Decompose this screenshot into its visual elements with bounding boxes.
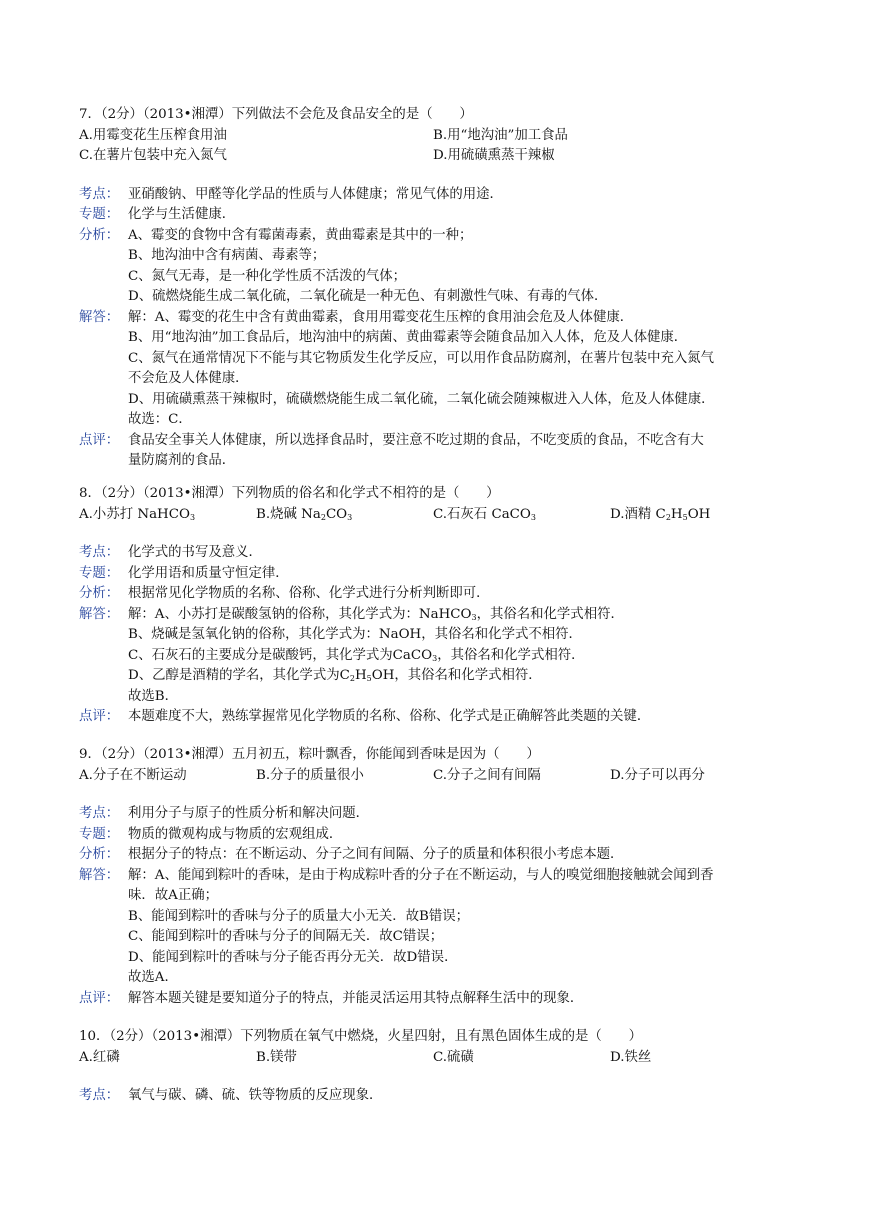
- section-line: C、氮气无毒，是一种化学性质不活泼的气体；: [128, 268, 407, 284]
- option-text: A.红磷: [79, 1049, 120, 1065]
- section-label: 点评：: [79, 709, 120, 724]
- section-line: 故选：C．: [128, 412, 192, 427]
- section-label: 考点：: [79, 1088, 120, 1103]
- option-text: A.用霉变花生压榨食用油: [79, 127, 227, 143]
- option-text: D.酒精 $C_2H_5OH$: [610, 506, 711, 522]
- section-line: 亚硝酸钠、甲醛等化学品的性质与人体健康；常见气体的用途．: [128, 186, 503, 202]
- section-label: 专题：: [79, 565, 120, 581]
- section-label: 专题：: [79, 826, 120, 842]
- section-label: 考点：: [79, 545, 120, 560]
- analysis-section: [79, 989, 809, 1010]
- section-line: 化学用语和质量守恒定律．: [128, 565, 289, 581]
- section-body: [128, 584, 809, 605]
- section-label: 点评：: [79, 432, 120, 448]
- section-label: 解答：: [79, 867, 120, 883]
- option-text: B.镁带: [256, 1049, 297, 1065]
- section-body: [128, 845, 809, 866]
- question-block: [79, 1027, 809, 1107]
- section-label: 解答：: [79, 606, 120, 622]
- section-label: 专题：: [79, 207, 120, 222]
- section-line: 故选A．: [128, 970, 178, 985]
- section-line: 物质的微观构成与物质的宏观组成．: [128, 826, 343, 842]
- analysis-section: [79, 185, 809, 206]
- section-line: 食品安全事关人体健康，所以选择食品时，要注意不吃过期的食品，不吃变质的食品，不吃含有大: [128, 432, 704, 448]
- section-line: 故选B．: [128, 688, 179, 704]
- analysis-section: [79, 226, 809, 308]
- section-line: B、能闻到粽叶的香味与分子的质量大小无关．故B错误；: [128, 908, 470, 924]
- section-line: 利用分子与原子的性质分析和解决问题．: [128, 806, 370, 821]
- option-text: D.用硫磺熏蒸干辣椒: [433, 148, 555, 163]
- option-text: C.在薯片包装中充入氮气: [79, 148, 227, 163]
- section-line: C、石灰石的主要成分是碳酸钙，其化学式为CaCO$_3$，其俗名和化学式相符．: [128, 647, 585, 663]
- section-body: [128, 804, 809, 825]
- option-text: C.分子之间有间隔: [433, 767, 541, 783]
- section-body: [128, 185, 809, 206]
- section-line: B、烧碱是氢氧化钠的俗称，其化学式为：NaOH，其俗名和化学式不相符．: [128, 627, 582, 642]
- section-label: 分析：: [79, 586, 120, 601]
- question-stem: 9．（2分）（2013•湘潭）五月初五，粽叶飘香，你能闻到香味是因为（ ）: [79, 747, 540, 762]
- section-body: [128, 605, 809, 708]
- section-body: [128, 825, 809, 846]
- section-line: 化学与生活健康．: [128, 207, 236, 222]
- section-line: 解答本题关键是要知道分子的特点，并能灵活运用其特点解释生活中的现象．: [128, 990, 584, 1006]
- section-body: [128, 1086, 809, 1107]
- question-stem: 8．（2分）（2013•湘潭）下列物质的俗名和化学式不相符的是（ ）: [79, 486, 500, 501]
- option-text: A.小苏打 NaHCO$_3$: [79, 506, 196, 522]
- section-body: [128, 707, 809, 728]
- option-text: D.分子可以再分: [610, 767, 705, 783]
- option-text: C.石灰石 CaCO$_3$: [433, 506, 536, 522]
- section-label: 分析：: [79, 847, 120, 862]
- section-line: D、能闻到粽叶的香味与分子能否再分无关．故D错误．: [128, 949, 458, 965]
- section-line: D、硫燃烧能生成二氧化硫，二氧化硫是一种无色、有刺激性气味、有毒的气体．: [128, 289, 608, 304]
- section-line: A、霉变的食物中含有霉菌毒素，黄曲霉素是其中的一种；: [128, 227, 473, 243]
- section-label: 分析：: [79, 227, 120, 243]
- analysis-section: [79, 308, 809, 431]
- analysis-section: [79, 707, 809, 728]
- section-label: 点评：: [79, 990, 120, 1006]
- options-row: [79, 1048, 809, 1069]
- section-line: 不会危及人体健康．: [128, 371, 249, 386]
- section-body: [128, 205, 809, 226]
- analysis-section: [79, 804, 809, 825]
- option-text: B.用“地沟油”加工食品: [433, 127, 568, 143]
- analysis-section: [79, 205, 809, 226]
- section-line: 解：A、霉变的花生中含有黄曲霉素，食用用霉变花生压榨的食用油会危及人体健康．: [128, 309, 634, 325]
- section-line: 本题难度不大，熟练掌握常见化学物质的名称、俗称、化学式是正确解答此类题的关键．: [128, 709, 651, 724]
- section-line: 根据分子的特点：在不断运动、分子之间有间隔、分子的质量和体积很小考虑本题．: [128, 847, 624, 862]
- analysis-section: [79, 543, 809, 564]
- section-line: 量防腐剂的食品．: [128, 453, 236, 468]
- question-block: [79, 484, 809, 728]
- analysis-section: [79, 564, 809, 585]
- section-line: C、氮气在通常情况下不能与其它物质发生化学反应，可以用作食品防腐剂，在薯片包装中充入氮气: [128, 350, 715, 366]
- options-row: [79, 146, 809, 167]
- section-body: [128, 564, 809, 585]
- section-line: 解：A、小苏打是碳酸氢钠的俗称，其化学式为：NaHCO$_3$，其俗名和化学式相符．: [128, 606, 624, 622]
- section-body: [128, 226, 809, 308]
- section-label: 解答：: [79, 309, 120, 325]
- section-line: B、地沟油中含有病菌、毒素等；: [128, 248, 326, 263]
- section-body: [128, 431, 809, 472]
- option-text: A.分子在不断运动: [79, 767, 187, 783]
- question-block: [79, 105, 809, 472]
- analysis-section: [79, 845, 809, 866]
- section-body: [128, 543, 809, 564]
- section-body: [128, 989, 809, 1010]
- options-row: [79, 766, 809, 787]
- question-block: [79, 745, 809, 1009]
- analysis-section: [79, 605, 809, 708]
- option-text: B.分子的质量很小: [256, 767, 364, 783]
- section-line: D、乙醇是酒精的学名，其化学式为$C_2H_5OH$，其俗名和化学式相符．: [128, 668, 542, 683]
- analysis-section: [79, 825, 809, 846]
- question-stem: 7．（2分）（2013•湘潭）下列做法不会危及食品安全的是（ ）: [79, 107, 473, 122]
- option-text: B.烧碱 $Na_2CO_3$: [256, 506, 353, 522]
- section-label: 考点：: [79, 186, 120, 202]
- options-row: [79, 126, 809, 147]
- section-label: 考点：: [79, 806, 120, 821]
- section-line: C、能闻到粽叶的香味与分子的间隔无关．故C错误；: [128, 929, 444, 944]
- section-body: [128, 308, 809, 431]
- analysis-section: [79, 584, 809, 605]
- analysis-section: [79, 431, 809, 472]
- section-line: 根据常见化学物质的名称、俗称、化学式进行分析判断即可．: [128, 586, 490, 601]
- section-line: 解：A、能闻到粽叶的香味，是由于构成粽叶香的分子在不断运动，与人的嗅觉细胞接触就会闻到香: [128, 867, 714, 883]
- analysis-section: [79, 1086, 809, 1107]
- section-body: [128, 866, 809, 989]
- section-line: 氧气与碳、磷、硫、铁等物质的反应现象．: [128, 1088, 383, 1103]
- question-stem: 10．（2分）（2013•湘潭）下列物质在氧气中燃烧，火星四射，且有黑色固体生成的是（ ）: [79, 1029, 642, 1044]
- section-line: B、用“地沟油”加工食品后，地沟油中的病菌、黄曲霉素等会随食品加入人体，危及人体健康．: [128, 330, 688, 345]
- section-line: D、用硫磺熏蒸干辣椒时，硫磺燃烧能生成二氧化硫，二氧化硫会随辣椒进入人体，危及人体健康．: [128, 391, 715, 407]
- option-text: C.硫磺: [433, 1049, 474, 1065]
- options-row: [79, 505, 809, 526]
- section-line: 味．故A正确；: [128, 888, 219, 903]
- analysis-section: [79, 866, 809, 989]
- section-line: 化学式的书写及意义．: [128, 545, 262, 560]
- option-text: D.铁丝: [610, 1049, 652, 1065]
